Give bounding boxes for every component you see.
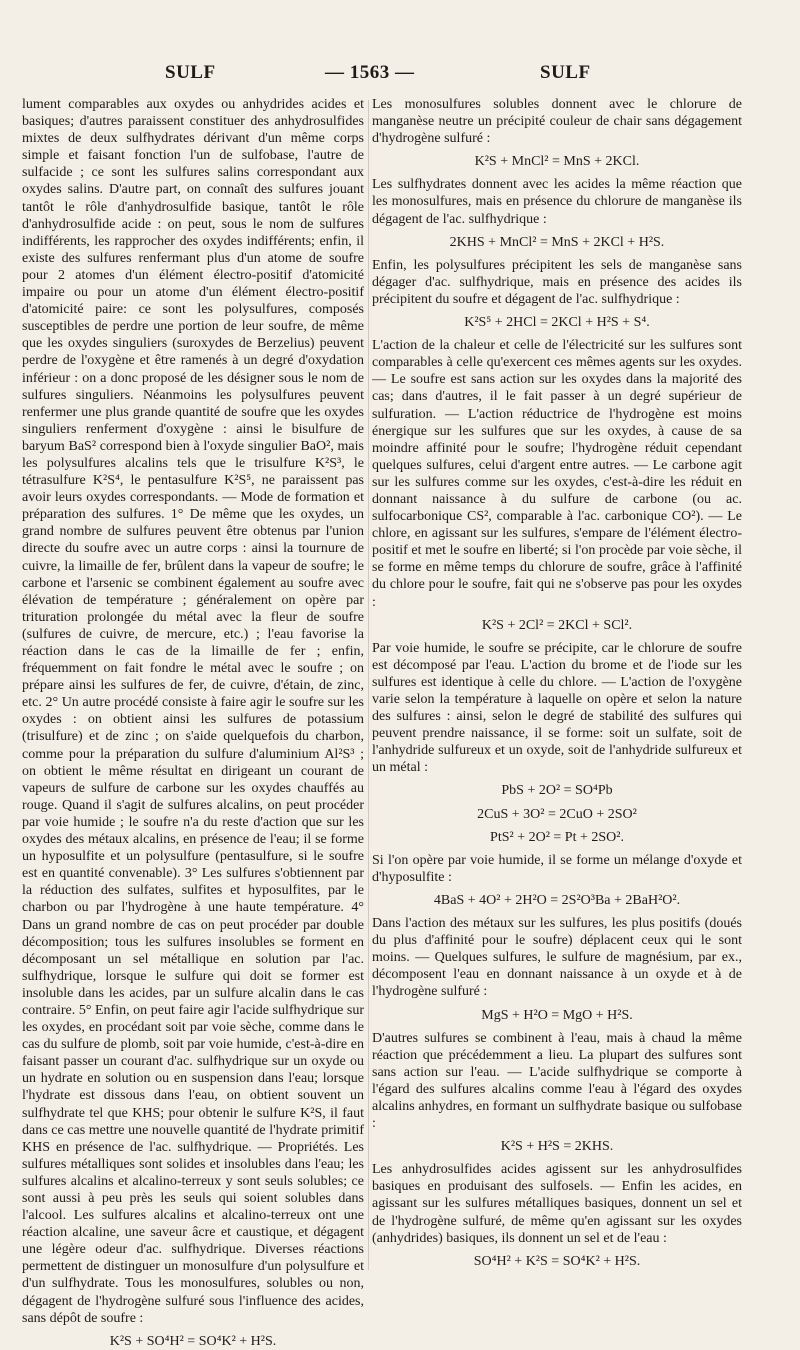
equation: 2KHS + MnCl² = MnS + 2KCl + H²S. <box>449 234 665 250</box>
page-header <box>150 62 710 86</box>
paragraph: L'action de la chaleur et celle de l'électricité sur les sulfures sont comparables à celle qu'exercent ces mêmes agents sur les oxydes. — Le soufre est sans action sur les oxydes dans la majorité des cas; dans d'autres, il le fait passer à un degré supérieur de sulfuration. — L'action réductrice de l'hydrogène est moins énergique sur les sulfures que sur les oxydes, à cause de sa moindre affinité pour le soufre; l'hydrogène réduit cependant quelques sulfures, celui d'argent entre autres. — Le carbone agit sur les sulfures comme sur les oxydes, c'est-à-dire les réduit en donnant naissance à du sulfure de carbone (ou ac. sulfocarbonique CS², comparable à l'ac. carbonique CO²). — Le chlore, en agissant sur les sulfures, s'empare de l'élément électro-positif et met le soufre en liberté; si l'on procède par voie sèche, il se forme en même temps du chlorure de soufre, grâce à l'affinité du chlore pour le soufre, fait qui ne s'observe pas pour les oxydes : <box>372 338 742 610</box>
equation: MgS + H²O = MgO + H²S. <box>481 1007 633 1023</box>
paragraph: Par voie humide, le soufre se précipite, car le chlorure de soufre est décomposé par l'eau. L'action du brome et de l'iode sur les sulfures est identique à celle du chlore. — L'action de l'oxygène varie selon la température à laquelle on opère et selon la nature des sulfures : ainsi, selon le degré de stabilité des sulfures qui peuvent prendre naissance, il se forme: soit un sulfate, soit de l'anhydride sulfureux et un oxyde, soit de l'anhydride sulfureux et un métal : <box>372 640 742 776</box>
equation: K²S⁵ + 2HCl = 2KCl + H²S + S⁴. <box>464 315 650 331</box>
paragraph: Les anhydrosulfides acides agissent sur les anhydrosulfides basiques en produisant des sulfosels. — Enfin les acides, en agissant sur les sulfures métalliques basiques, donnent un sel et de l'hydrogène sulfuré, de même qu'en agissant sur les oxydes (anhydrides) basiques, ils donnent un sel et de l'eau : <box>372 1162 742 1246</box>
column-divider <box>368 100 369 1270</box>
equation: PbS + 2O² = SO⁴Pb <box>501 783 613 799</box>
equation: K²S + MnCl² = MnS + 2KCl. <box>474 154 640 170</box>
paragraph: Enfin, les polysulfures précipitent les sels de manganèse sans dégager d'ac. sulfhydrique, mais en présence des acides ils précipitent du soufre et dégagent de l'ac. sulfhydrique : <box>372 257 742 307</box>
left-column <box>22 96 364 1349</box>
right-column <box>372 96 742 1276</box>
equation: 2CuS + 3O² = 2CuO + 2SO² <box>477 806 637 822</box>
equation: K²S + 2Cl² = 2KCl + SCl². <box>481 617 633 633</box>
paragraph: Les sulfhydrates donnent avec les acides la même réaction que les monosulfures, mais en présence du chlorure de manganèse ils dégagent de l'ac. sulfhydrique : <box>372 177 742 227</box>
header-left-word: SULF <box>165 62 216 83</box>
paragraph: Les monosulfures solubles donnent avec le chlorure de manganèse neutre un précipité couleur de chair sans dégagement d'hydrogène sulfuré : <box>372 97 742 147</box>
equation: SO⁴H² + K²S = SO⁴K² + H²S. <box>473 1253 641 1269</box>
equation: PtS² + 2O² = Pt + 2SO². <box>490 829 624 845</box>
paragraph: Dans l'action des métaux sur les sulfures, les plus positifs (doués du plus d'affinité pour le soufre) déplacent ceux qui le sont moins. — Quelques sulfures, le sulfure de magnésium, par ex., décomposent l'eau en donnant naissance à un oxyde et à de l'hydrogène sulfuré : <box>372 916 742 1000</box>
equation: K²S + H²S = 2KHS. <box>500 1139 614 1155</box>
header-right-word: SULF <box>540 62 591 83</box>
left-column-text: lument comparables aux oxydes ou anhydrides acides et basiques; d'autres paraissent constituer des anhydrosulfides mixtes de deux sulfhydrates dérivant d'un même corps simple et faisant fonction l'un de sulfobase, l'autre de sulfacide ; ce sont les sulfures salins correspondant aux oxydes salins. D'autre part, on connaît des sulfures jouant tantôt le rôle d'anhydrosulfide basique, tantôt le rôle d'anhydrosulfide acide : on peut, sous le nom de sulfures indifférents, les rapprocher des oxydes indifférents; enfin, il existe des sulfures renfermant plus d'un atome de soufre pour 2 atomes d'un élément électro-positif d'atomicité impaire ou pour un atome d'un élément électro-positif d'atomicité paire: ce sont les polysulfures, composés susceptibles de perdre une portion de leur soufre, de même que les oxydes singuliers (suroxydes de Berzelius) peuvent perdre de l'oxygène et être ramenés à un degré d'oxydation inférieur : on a donc proposé de les désigner sous le nom de sulfures singuliers. Néanmoins les polysulfures peuvent renfermer une plus grande quantité de soufre que les oxydes singuliers renferment d'oxygène : ainsi le bisulfure de baryum BaS² correspond bien à l'oxyde singulier BaO², mais les polysulfures alcalins tels que le trisulfure K²S³, le tétrasulfure K²S⁴, le pentasulfure K²S⁵, ne paraissent pas avoir leurs oxydes correspondants. — Mode de formation et préparation des sulfures. 1° De même que les oxydes, un grand nombre de sulfures peuvent être obtenus par l'union directe du soufre avec un autre corps : ainsi la tournure de cuivre, la limaille de fer, brûlent dans la vapeur de soufre; le carbone et l'arsenic se combinent également au soufre avec élévation de température ; généralement on opère par trituration prolongée du métal avec la fleur de soufre (sulfures de cuivre, de mercure, etc.) ; l'eau favorise la réaction dans le cas de la limaille de fer ; enfin, fréquemment on fait fondre le métal avec le soufre ; on prépare ainsi les sulfures de fer, de cuivre, d'étain, de zinc, etc. 2° Un autre procédé consiste à faire agir le soufre sur les oxydes : on obtient ainsi les sulfures de potassium (trisulfure) et de zinc ; on s'aide quelquefois du charbon, comme pour la préparation du sulfure d'aluminium Al²S³ ; on obtient le même résultat en dirigeant un courant de vapeurs de sulfure de carbone sur les oxydes chauffés au rouge. Quand il s'agit de sulfures alcalins, on peut procéder par voie humide ; le soufre n'a du reste d'action que sur les oxydes des métaux alcalins, en présence de l'eau; il se forme un hyposulfite et un polysulfure (pentasulfure, si le soufre est en quantité convenable). 3° Les sulfures s'obtiennent par la réduction des sulfates, sulfites et hyposulfites, par le charbon ou par l'hydrogène à une haute température. 4° Dans un grand nombre de cas on peut procéder par double décomposition; tous les sulfures insolubles se forment en décomposant un sel métallique en solution par l'ac. sulfhydrique, lorsque le sulfure qui doit se former est insoluble dans les acides, par un sulfure alcalin dans le cas contraire. 5° Enfin, on peut faire agir l'acide sulfhydrique sur les oxydes, en procédant soit par voie sèche, comme dans le cas du sulfure de plomb, soit par voie humide, c'est-à-dire en faisant passer un courant d'ac. sulfhydrique sur un oxyde ou un hydrate en solution ou en suspension dans l'eau; lorsque l'hydrate est dissous dans l'eau, on obtient souvent un sulfhydrate tel que KHS; pour obtenir le sulfure K²S, il faut dans ce cas mettre une nouvelle quantité de l'hydrate primitif KHS en présence de l'ac. sulfhydrique. — Propriétés. Les sulfures métalliques sont solides et insolubles dans l'eau; les sulfures alcalins et alcalino-terreux y sont seuls solubles; ce sont aussi à peu près les seuls qui soient solubles dans l'alcool. Les sulfures alcalins et alcalino-terreux ont une réaction alcaline, une saveur âcre et caustique, et dégagent une légère odeur d'ac. sulfhydrique. Diverses réactions permettent de distinguer un monosulfure d'un polysulfure et d'un sulfhydrate. Tous les monosulfures, solubles ou non, dégagent de l'hydrogène sulfuré sous l'influence des acides, sans dépôt de soufre : <box>22 97 364 1326</box>
page-number: — 1563 — <box>325 62 415 83</box>
equation: 4BaS + 4O² + 2H²O = 2S²O³Ba + 2BaH²O². <box>433 892 681 908</box>
paragraph: Si l'on opère par voie humide, il se forme un mélange d'oxyde et d'hyposulfite : <box>372 852 742 885</box>
paragraph: D'autres sulfures se combinent à l'eau, mais à chaud la même réaction que précédemment a lieu. La plupart des sulfures sont sans action sur l'eau. — L'acide sulfhydrique se comporte à l'égard des sulfures alcalins comme l'eau à l'égard des oxydes alcalins anhydres, en formant un sulfhydrate basique ou sulfobase : <box>372 1030 742 1132</box>
left-equation: K²S + SO⁴H² = SO⁴K² + H²S. <box>109 1333 277 1349</box>
